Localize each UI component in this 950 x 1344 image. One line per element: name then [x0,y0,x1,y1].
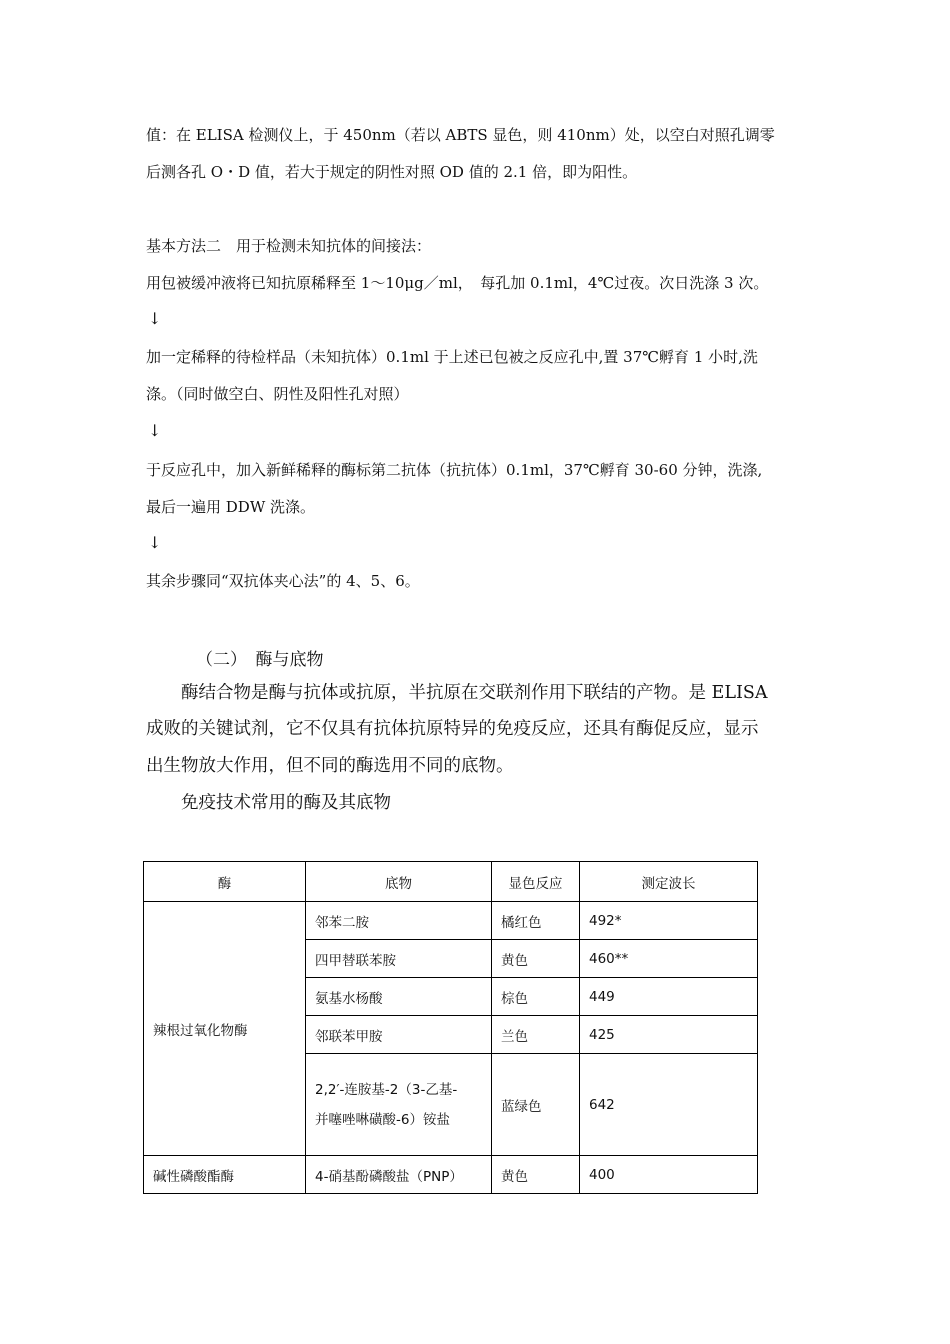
color-cell: 兰色 [492,1016,580,1054]
color-cell: 蓝绿色 [492,1054,580,1156]
header-enzyme: 酶 [144,862,306,902]
table-row [144,1156,758,1194]
table-caption: 免疫技术常用的酶及其底物 [181,793,391,813]
wavelength-cell: 400 [580,1156,758,1194]
body-paragraph-line: 出生物放大作用，但不同的酶选用不同的底物。 [146,756,514,776]
wavelength-cell: 425 [580,1016,758,1054]
enzyme-cell: 辣根过氧化物酶 [144,902,306,1156]
body-paragraph-line: 酶结合物是酶与抗体或抗原，半抗原在交联剂作用下联结的产物。是 ELISA [181,683,768,703]
color-cell: 棕色 [492,978,580,1016]
step-text: 最后一遍用 DDW 洗涤。 [146,498,316,516]
step-text: 于反应孔中，加入新鲜稀释的酶标第二抗体（抗抗体）0.1ml，37℃孵育 30-60 分钟，洗涤, [146,461,763,479]
color-cell: 黄色 [492,1156,580,1194]
body-paragraph-line: 成败的关键试剂，它不仅具有抗体抗原特异的免疫反应，还具有酶促反应，显示 [146,719,759,739]
wavelength-cell: 449 [580,978,758,1016]
down-arrow-icon: ↓ [148,533,162,552]
substrate-line: 并噻唑啉磺酸-6）铵盐 [315,1111,450,1128]
down-arrow-icon: ↓ [148,421,162,440]
substrate-cell [306,1054,492,1156]
enzyme-cell: 碱性磷酸酯酶 [144,1156,306,1194]
header-wavelength: 测定波长 [580,862,758,902]
step-text: 涤。（同时做空白、阴性及阳性孔对照） [146,385,409,403]
wavelength-cell: 642 [580,1054,758,1156]
substrate-cell: 邻苯二胺 [306,902,492,940]
substrate-line: 2,2′-连胺基-2（3-乙基- [315,1081,458,1098]
color-cell: 橘红色 [492,902,580,940]
substrate-cell: 氨基水杨酸 [306,978,492,1016]
method-title: 基本方法二 用于检测未知抗体的间接法： [146,237,432,255]
step-text: 其余步骤同“双抗体夹心法”的 4、5、6。 [146,572,420,590]
step-text: 用包被缓冲液将已知抗原稀释至 1～10μg／ml， 每孔加 0.1ml，4℃过夜。次日洗涤 3 次。 [146,274,769,292]
wavelength-cell: 460** [580,940,758,978]
header-substrate: 底物 [306,862,492,902]
section-heading: （二） 酶与底物 [196,650,324,670]
substrate-cell: 邻联苯甲胺 [306,1016,492,1054]
step-text: 加一定稀释的待检样品（未知抗体）0.1ml 于上述已包被之反应孔中,置 37℃孵育 1 小时,洗 [146,348,758,366]
down-arrow-icon: ↓ [148,309,162,328]
table-row [144,902,758,940]
paragraph-line: 后测各孔 O・D 值，若大于规定的阴性对照 OD 值的 2.1 倍，即为阳性。 [146,163,638,181]
color-cell: 黄色 [492,940,580,978]
header-color-reaction: 显色反应 [492,862,580,902]
substrate-cell: 4-硝基酚磷酸盐（PNP） [306,1156,492,1194]
paragraph-line: 值：在 ELISA 检测仪上，于 450nm（若以 ABTS 显色，则 410nm）处，以空白对照孔调零 [146,126,775,144]
table-header-row [144,862,758,902]
wavelength-cell: 492* [580,902,758,940]
substrate-cell: 四甲替联苯胺 [306,940,492,978]
enzyme-substrate-table [143,861,758,1194]
